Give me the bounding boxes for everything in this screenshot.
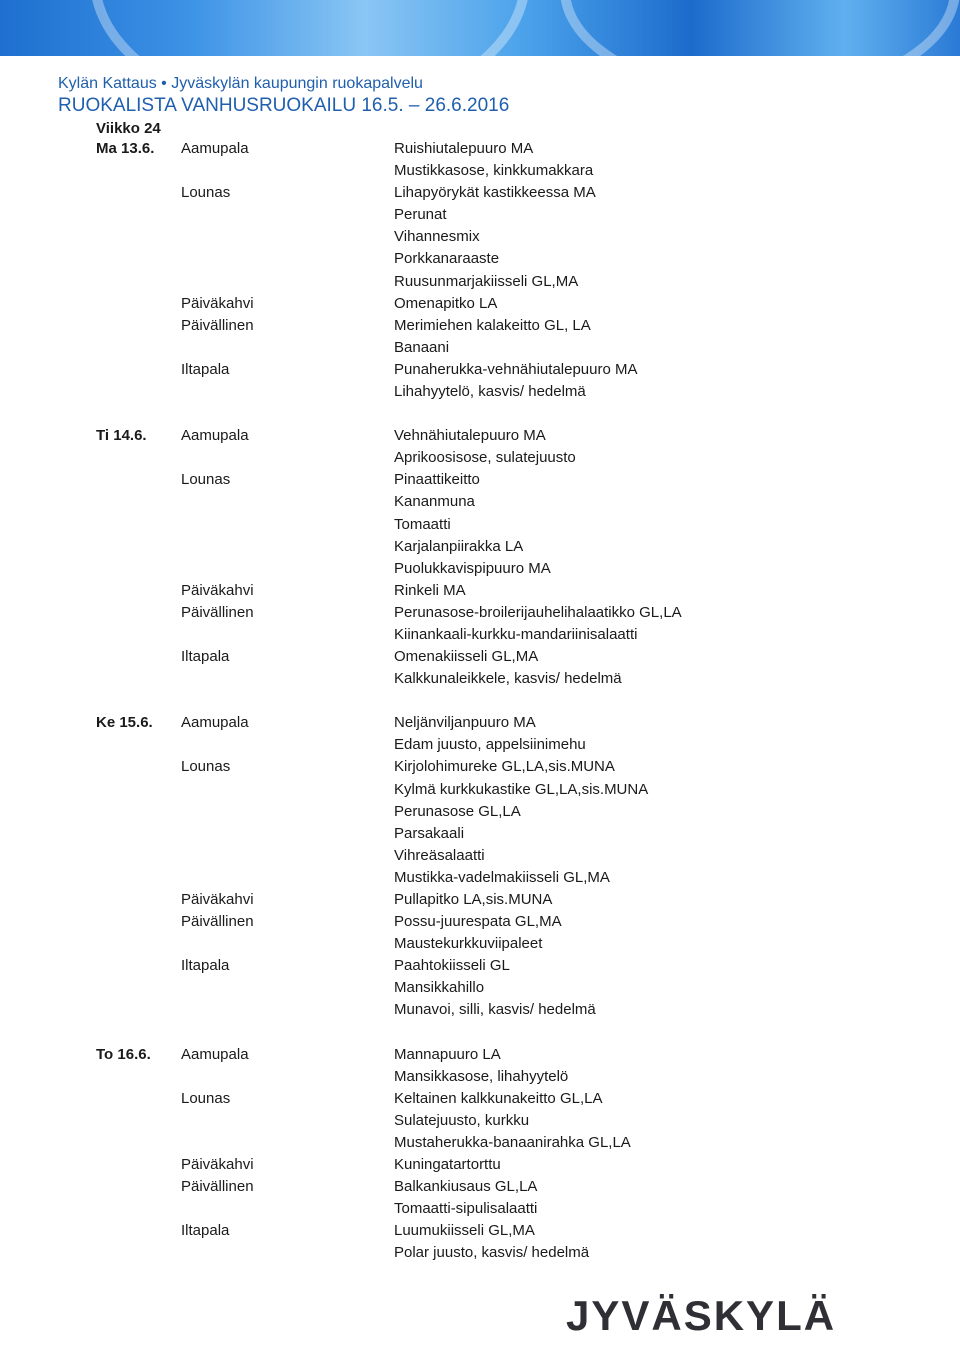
menu-row xyxy=(0,756,960,778)
meal-label: Päivällinen xyxy=(181,316,254,334)
menu-row xyxy=(0,999,960,1021)
menu-item: Puolukkavispipuuro MA xyxy=(394,559,551,577)
menu-row xyxy=(0,1066,960,1088)
day-section xyxy=(0,425,960,690)
menu-item: Vihreäsalaatti xyxy=(394,846,485,864)
meal-label: Iltapala xyxy=(181,360,230,378)
menu-item: Neljänviljanpuuro MA xyxy=(394,714,536,732)
meal-label: Iltapala xyxy=(181,648,230,666)
menu-row xyxy=(0,801,960,823)
top-banner xyxy=(0,0,960,56)
menu-row xyxy=(0,889,960,911)
menu-row xyxy=(0,1220,960,1242)
menu-item: Mannapuuro LA xyxy=(394,1045,501,1063)
menu-row xyxy=(0,734,960,756)
page-title: RUOKALISTA VANHUSRUOKAILU 16.5. – 26.6.2016 xyxy=(58,95,510,116)
menu-row xyxy=(0,359,960,381)
meal-label: Päivällinen xyxy=(181,1178,254,1196)
menu-row xyxy=(0,381,960,403)
meal-label: Aamupala xyxy=(181,714,249,732)
menu-row xyxy=(0,845,960,867)
menu-row xyxy=(0,248,960,270)
organization-line: Kylän Kattaus • Jyväskylän kaupungin ruokapalvelu xyxy=(58,75,423,92)
menu-row xyxy=(0,469,960,491)
menu-row xyxy=(0,1198,960,1220)
menu-item: Possu-juurespata GL,MA xyxy=(394,913,562,931)
menu-row xyxy=(0,271,960,293)
menu-row xyxy=(0,1242,960,1264)
meal-label: Päiväkahvi xyxy=(181,581,254,599)
meal-label: Lounas xyxy=(181,758,231,776)
menu-item: Mustaherukka-banaanirahka GL,LA xyxy=(394,1133,631,1151)
menu-item: Kuningatartorttu xyxy=(394,1156,501,1174)
menu-row xyxy=(0,160,960,182)
menu-row xyxy=(0,624,960,646)
menu-item: Lihahyytelö, kasvis/ hedelmä xyxy=(394,383,586,401)
meal-label: Päiväkahvi xyxy=(181,891,254,908)
document-header xyxy=(58,74,509,118)
menu-row xyxy=(0,646,960,668)
menu-item: Lihapyörykät kastikkeessa MA xyxy=(394,184,596,202)
menu-item: Ruishiutalepuuro MA xyxy=(394,140,534,157)
menu-row xyxy=(0,1154,960,1176)
meal-label: Päiväkahvi xyxy=(181,1156,254,1174)
menu-item: Banaani xyxy=(394,338,450,356)
menu-item: Vihannesmix xyxy=(394,228,480,246)
menu-row xyxy=(0,1088,960,1110)
menu-row xyxy=(0,977,960,999)
menu-item: Kiinankaali-kurkku-mandariinisalaatti xyxy=(394,625,638,643)
menu-row xyxy=(0,1176,960,1198)
meal-label: Päivällinen xyxy=(181,603,254,621)
meal-label: Aamupala xyxy=(181,427,249,445)
menu-row xyxy=(0,293,960,315)
meal-label: Aamupala xyxy=(181,1045,249,1063)
day-section xyxy=(0,1044,960,1265)
menu-item: Maustekurkkuviipaleet xyxy=(394,935,543,953)
menu-item: Karjalanpiirakka LA xyxy=(394,537,524,555)
menu-row xyxy=(0,867,960,889)
menu-row xyxy=(0,712,960,734)
menu-item: Mustikkasose, kinkkumakkara xyxy=(394,162,594,180)
menu-row xyxy=(0,602,960,624)
menu-item: Pullapitko LA,sis.MUNA xyxy=(394,891,553,908)
menu-item: Edam juusto, appelsiinimehu xyxy=(394,736,586,754)
menu-item: Munavoi, silli, kasvis/ hedelmä xyxy=(394,1001,596,1019)
menu-row xyxy=(0,204,960,226)
menu-days xyxy=(0,138,960,1287)
menu-item: Mansikkasose, lihahyytelö xyxy=(394,1067,569,1085)
menu-row xyxy=(0,779,960,801)
menu-item: Kalkkunaleikkele, kasvis/ hedelmä xyxy=(394,670,622,688)
jyvaskyla-logo xyxy=(566,1292,836,1340)
menu-row xyxy=(0,955,960,977)
menu-item: Luumukiisseli GL,MA xyxy=(394,1222,535,1240)
day-section xyxy=(0,138,960,403)
menu-row xyxy=(0,933,960,955)
menu-row xyxy=(0,182,960,204)
menu-item: Kananmuna xyxy=(394,493,475,511)
menu-item: Tomaatti-sipulisalaatti xyxy=(394,1200,538,1218)
menu-item: Balkankiusaus GL,LA xyxy=(394,1178,538,1196)
menu-item: Porkkanaraaste xyxy=(394,250,500,268)
menu-item: Ruusunmarjakiisseli GL,MA xyxy=(394,272,579,290)
menu-row xyxy=(0,315,960,337)
menu-row xyxy=(0,337,960,359)
menu-item: Pinaattikeitto xyxy=(394,471,480,489)
menu-item: Kylmä kurkkukastike GL,LA,sis.MUNA xyxy=(394,780,649,798)
meal-label: Iltapala xyxy=(181,957,230,975)
meal-label: Aamupala xyxy=(181,140,249,157)
menu-item: Omenakiisseli GL,MA xyxy=(394,648,539,666)
menu-row xyxy=(0,580,960,602)
menu-item: Rinkeli MA xyxy=(394,581,466,599)
meal-label: Lounas xyxy=(181,471,231,489)
menu-row xyxy=(0,911,960,933)
meal-label: Lounas xyxy=(181,1089,231,1107)
menu-item: Mansikkahillo xyxy=(394,979,485,997)
menu-row xyxy=(0,226,960,248)
menu-item: Vehnähiutalepuuro MA xyxy=(394,427,546,445)
meal-label: Lounas xyxy=(181,184,231,202)
menu-item: Kirjolohimureke GL,LA,sis.MUNA xyxy=(394,758,615,776)
menu-row xyxy=(0,668,960,690)
menu-item: Tomaatti xyxy=(394,515,451,533)
day-section xyxy=(0,712,960,1021)
menu-item: Perunasose-broilerijauhelihalaatikko GL,LA xyxy=(394,603,682,621)
menu-item: Merimiehen kalakeitto GL, LA xyxy=(394,316,591,334)
menu-item: Sulatejuusto, kurkku xyxy=(394,1111,530,1129)
meal-label: Iltapala xyxy=(181,1222,230,1240)
menu-row xyxy=(0,491,960,513)
banner-swoosh xyxy=(560,0,960,56)
day-label: To 16.6. xyxy=(96,1045,151,1063)
menu-row xyxy=(0,425,960,447)
menu-row xyxy=(0,1110,960,1132)
menu-item: Omenapitko LA xyxy=(394,294,498,312)
day-label: Ke 15.6. xyxy=(96,714,153,732)
menu-row xyxy=(0,823,960,845)
menu-row xyxy=(0,1044,960,1066)
menu-item: Parsakaali xyxy=(394,824,465,842)
menu-item: Perunasose GL,LA xyxy=(394,802,521,820)
menu-row xyxy=(0,558,960,580)
menu-item: Aprikoosisose, sulatejuusto xyxy=(394,449,576,467)
day-label: Ti 14.6. xyxy=(96,427,147,445)
menu-item: Perunat xyxy=(394,206,447,224)
menu-item: Punaherukka-vehnähiutalepuuro MA xyxy=(394,360,638,378)
banner-swoosh xyxy=(90,0,530,56)
day-label: Ma 13.6. xyxy=(96,140,155,157)
menu-row xyxy=(0,1132,960,1154)
menu-item: Keltainen kalkkunakeitto GL,LA xyxy=(394,1089,603,1107)
logo-text: JYVÄSKYLÄ xyxy=(566,1292,837,1339)
menu-row xyxy=(0,138,960,160)
menu-item: Paahtokiisseli GL xyxy=(394,957,510,975)
menu-row xyxy=(0,514,960,536)
meal-label: Päivällinen xyxy=(181,913,254,931)
menu-row xyxy=(0,536,960,558)
menu-item: Mustikka-vadelmakiisseli GL,MA xyxy=(394,868,610,886)
week-label: Viikko 24 xyxy=(96,120,161,137)
menu-row xyxy=(0,447,960,469)
meal-label: Päiväkahvi xyxy=(181,294,254,312)
menu-item: Polar juusto, kasvis/ hedelmä xyxy=(394,1244,590,1262)
